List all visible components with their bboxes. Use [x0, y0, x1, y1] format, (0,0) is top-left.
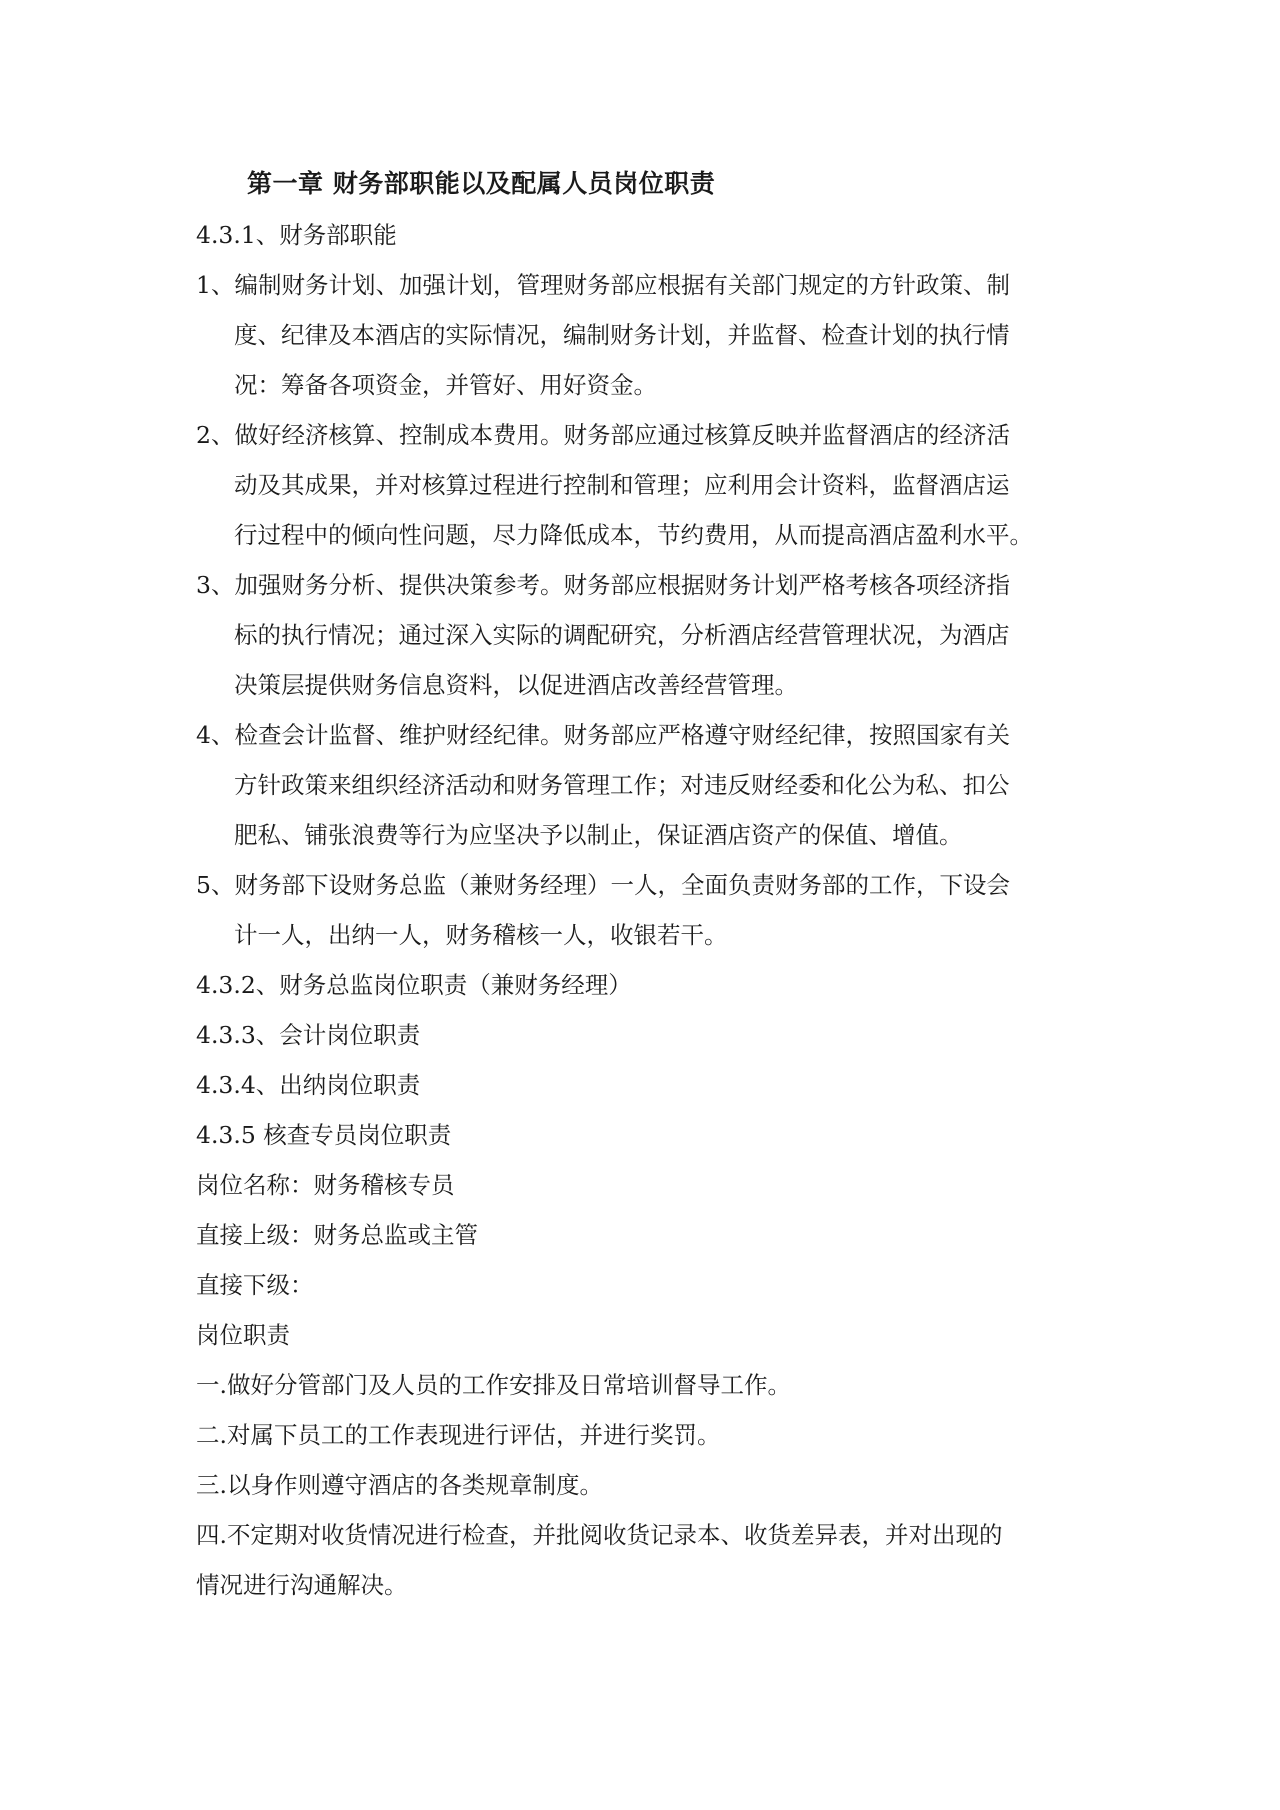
- function-line: 决策层提供财务信息资料，以促进酒店改善经营管理。: [234, 671, 798, 699]
- function-line: 计一人，出纳一人，财务稽核一人，收银若干。: [234, 921, 728, 949]
- duties-heading: 岗位职责: [196, 1321, 290, 1349]
- duty-item-2: 二.对属下员工的工作表现进行评估，并进行奖罚。: [196, 1421, 721, 1449]
- position-name: 岗位名称：财务稽核专员: [196, 1171, 455, 1199]
- function-line: 4、检查会计监督、维护财经纪律。财务部应严格遵守财经纪律，按照国家有关: [196, 721, 1010, 749]
- function-line: 况：筹备各项资金，并管好、用好资金。: [234, 371, 657, 399]
- function-line: 标的执行情况；通过深入实际的调配研究，分析酒店经营管理状况，为酒店: [234, 621, 1010, 649]
- duty-item-3: 三.以身作则遵守酒店的各类规章制度。: [196, 1471, 603, 1499]
- function-line: 行过程中的倾向性问题，尽力降低成本，节约费用，从而提高酒店盈利水平。: [234, 521, 1033, 549]
- section-heading-4-3-5: 4.3.5 核查专员岗位职责: [196, 1121, 452, 1149]
- function-line: 度、纪律及本酒店的实际情况，编制财务计划，并监督、检查计划的执行情: [234, 321, 1010, 349]
- duty-line: 四.不定期对收货情况进行检查，并批阅收货记录本、收货差异表，并对出现的: [196, 1521, 1003, 1549]
- function-line: 3、加强财务分析、提供决策参考。财务部应根据财务计划严格考核各项经济指: [196, 571, 1010, 599]
- function-item-1: [196, 260, 1096, 410]
- function-line: 方针政策来组织经济活动和财务管理工作；对违反财经委和化公为私、扣公: [234, 771, 1010, 799]
- duty-line: 情况进行沟通解决。: [196, 1571, 408, 1599]
- function-item-5: [196, 860, 1096, 960]
- function-line: 2、做好经济核算、控制成本费用。财务部应通过核算反映并监督酒店的经济活: [196, 421, 1010, 449]
- duty-item-4: [196, 1510, 1096, 1610]
- function-line: 动及其成果，并对核算过程进行控制和管理；应利用会计资料，监督酒店运: [234, 471, 1010, 499]
- section-heading-4-3-2: 4.3.2、财务总监岗位职责（兼财务经理）: [196, 971, 632, 999]
- duty-item-1: 一.做好分管部门及人员的工作安排及日常培训督导工作。: [196, 1371, 791, 1399]
- function-item-2: [196, 410, 1096, 560]
- function-item-4: [196, 710, 1096, 860]
- function-line: 5、财务部下设财务总监（兼财务经理）一人，全面负责财务部的工作，下设会: [196, 871, 1010, 899]
- section-heading-4-3-3: 4.3.3、会计岗位职责: [196, 1021, 421, 1049]
- direct-superior: 直接上级：财务总监或主管: [196, 1221, 478, 1249]
- chapter-title: 第一章 财务部职能以及配属人员岗位职责: [247, 169, 716, 198]
- section-heading-4-3-1: 4.3.1、财务部职能: [196, 221, 397, 249]
- function-line: 1、编制财务计划、加强计划，管理财务部应根据有关部门规定的方针政策、制: [196, 271, 1010, 299]
- function-item-3: [196, 560, 1096, 710]
- function-line: 肥私、铺张浪费等行为应坚决予以制止，保证酒店资产的保值、增值。: [234, 821, 963, 849]
- direct-subordinate: 直接下级：: [196, 1271, 314, 1299]
- document-body: [196, 210, 1096, 1610]
- section-heading-4-3-4: 4.3.4、出纳岗位职责: [196, 1071, 421, 1099]
